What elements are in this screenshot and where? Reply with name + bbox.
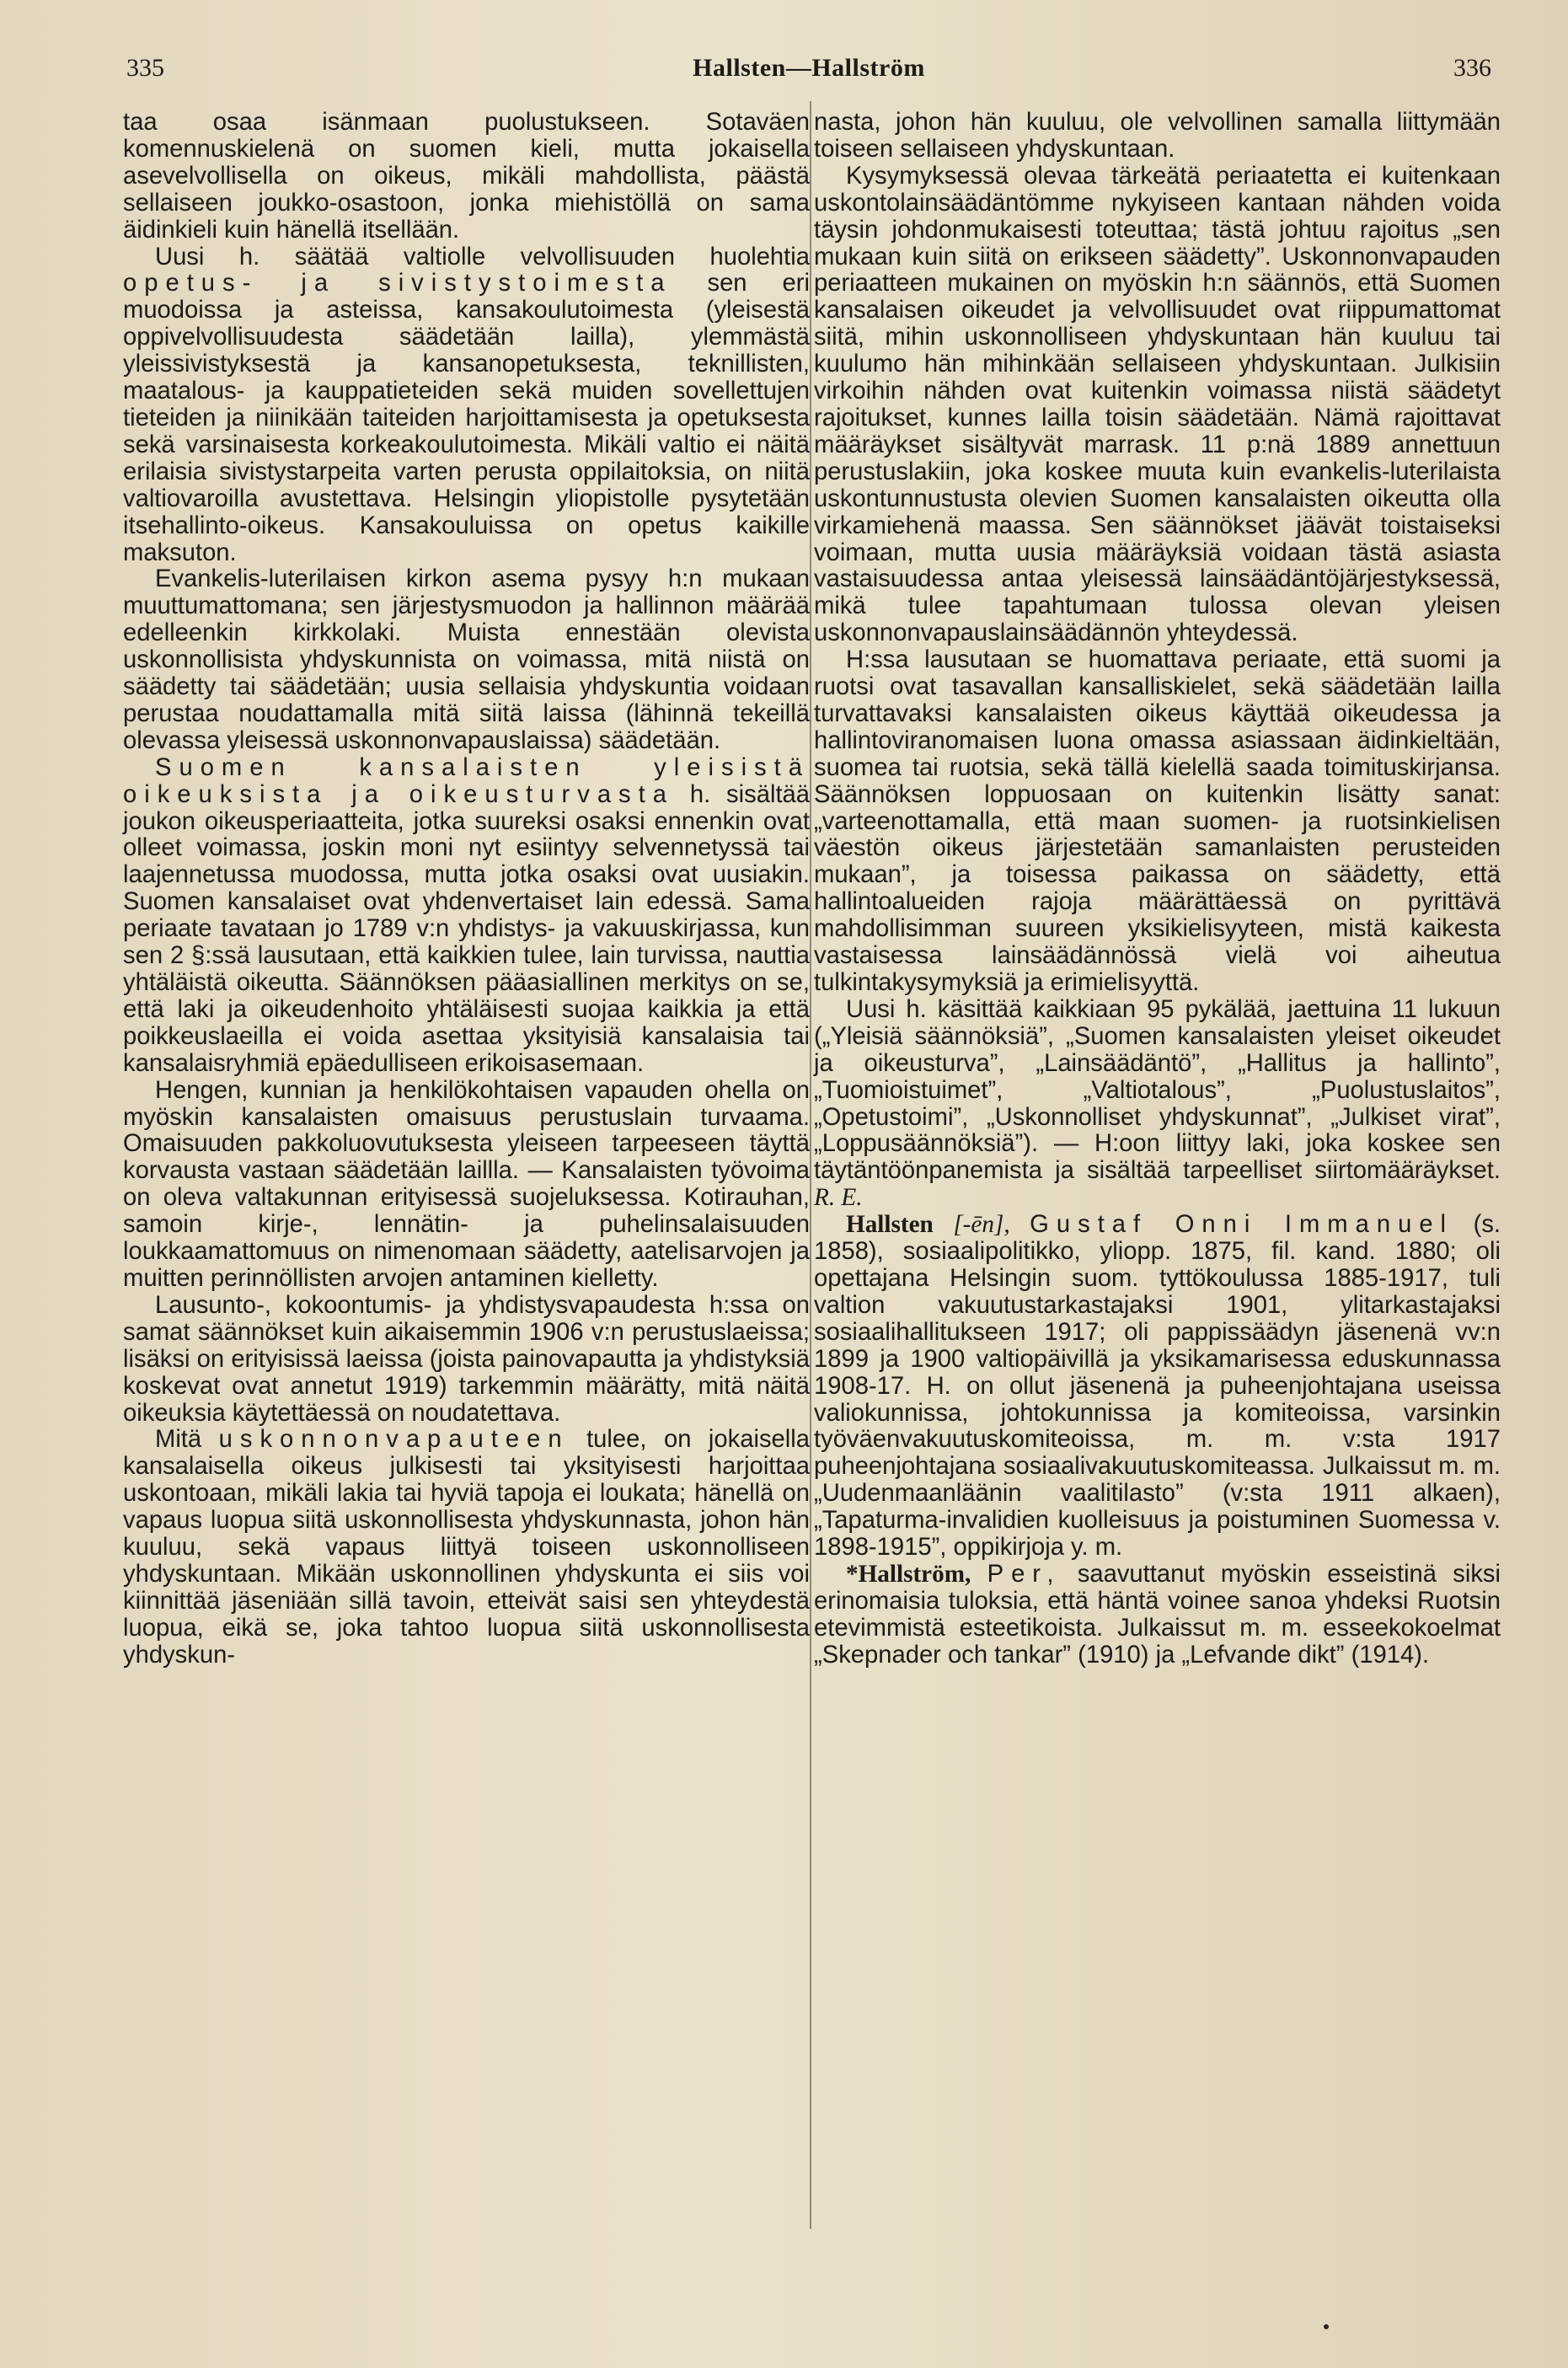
paragraph: H:ssa lausutaan se huomattava periaate, että suomi ja ruotsi ovat tasavallan kansalliskielet, sekä säädetään lailla turvattavaksi kansalaisten oikeus käyttää oikeudessa ja hallintoviranomaisen luona omassa asiassaan äidinkieltään, suomea tai ruotsia, sekä tällä kielellä saada toimituskirjansa. Säännöksen loppuosaan on kuitenkin lisätty sanat: „varteenottamalla, että maan suomen- ja ruotsinkielisen väestön oikeus järjestetään samanlaisten perusteiden mukaan”, ja toisessa paikassa on säädetty, että hallintoalueiden rajoja määrättäessä on pyrittävä mahdollisimman suureen yksikielisyyteen, mistä kaikesta vastaisessa lainsäädännössä vielä voi aiheutua tulkintakysymyksiä ja erimielisyyttä. bbox=[814, 646, 1501, 996]
entry-headword: Hallsten bbox=[846, 1211, 934, 1239]
page-number-right: 336 bbox=[1453, 54, 1491, 82]
paragraph: Kysymyksessä olevaa tärkeätä periaatetta ei kuitenkaan uskontolainsäädäntömme nykyiseen kantaan nähden voida täysin johdonmukaisesti toteuttaa; tästä johtuu rajoitus „sen mukaan kuin siitä on erikseen säädetty”. Uskonnonvapauden periaatteen mukainen on myöskin h:n säännös, että Suomen kansalaisen oikeudet ja velvollisuudet ovat riippumattomat siitä, mihin uskonnolliseen yhdyskuntaan hän kuuluu tai kuulumo hän mihinkään sellaiseen yhdyskuntaan. Julkisiin virkoihin nähden ovat kuitenkin voimassa niistä säädetyt rajoitukset, kunnes lailla toisin säädetään. Nämä rajoittavat määräykset sisältyvät marrask. 11 p:nä 1889 annettuun perustuslakiin, joka koskee muuta kuin evankelis-luterilaista uskontunnustusta olevien Suomen kansalaisten oikeutta olla virkamiehenä maassa. Sen säännökset jäävät toistaiseksi voimaan, mutta uusia määräyksiä voidaan tästä asiasta vastaisuudessa antaa yleisessä lainsäädäntöjärjestyksessä, mikä tulee tapahtumaan tulossa olevan yleisen uskonnonvapauslainsäädännön yhteydessä. bbox=[814, 162, 1501, 647]
paragraph: Uusi h. säätää valtiolle velvollisuuden huolehtia opetus- ja sivistystoimesta sen eri muodoissa ja asteissa, kansakoulutoimesta (yleisestä oppivelvollisuudesta säädetään lailla), ylemmästä yleissivistyksestä ja kansanopetuksesta, teknillisten, maatalous- ja kauppatieteiden sekä muiden sovellettujen tieteiden ja niinikään taiteiden harjoittamisesta ja opetuksesta sekä varsinaisesta korkeakoulutoimesta. Mikäli valtio ei näitä erilaisia sivistystarpeita varten perusta oppilaitoksia, on niitä valtiovaroilla avustettava. Helsingin yliopistolle pysytetään itsehallinto-oikeus. Kansakouluissa on opetus kaikille maksuton. bbox=[123, 243, 810, 566]
spaced-emphasis: opetus- ja sivistystoimesta bbox=[123, 270, 672, 297]
pronunciation: [-ēn], bbox=[953, 1211, 1010, 1239]
spaced-emphasis: Per, bbox=[987, 1560, 1062, 1588]
right-column bbox=[814, 110, 1501, 1669]
entry-hallstrom: *Hallström, Per, saavuttanut myöskin esseistinä siksi erinomaisia tuloksia, että häntä voinee sanoa yhdeksi Ruotsin etevimmistä esteetikoista. Julkaissut m. m. esseekokoelmat „Skepnader och tankar” (1910) ja „Lefvande dikt” (1914). bbox=[814, 1560, 1501, 1669]
paragraph: Uusi h. käsittää kaikkiaan 95 pykälää, jaettuina 11 lukuun („Yleisiä säännöksiä”, „Suomen kansalaisten yleiset oikeudet ja oikeusturva”, „Lainsäädäntö”, „Hallitus ja hallinto”, „Tuomioistuimet”, „Valtiotalous”, „Puolustuslaitos”, „Opetustoimi”, „Uskonnolliset yhdyskunnat”, „Julkiset virat”, „Loppusäännöksiä”). — H:oon liittyy laki, joka koskee sen täytäntöönpanemista ja sisältää tarpeelliset siirtomääräykset. R. E. bbox=[814, 995, 1501, 1212]
running-title: Hallsten—Hallström bbox=[693, 54, 925, 82]
column-divider bbox=[810, 101, 811, 2229]
paragraph: Hengen, kunnian ja henkilökohtaisen vapauden ohella on myöskin kansalaisten omaisuus perustuslain turvaama. Omaisuuden pakkoluovutuksesta yleiseen tarpeeseen täyttä korvausta vastaan säädetään laillla. — Kansalaisten työvoima on oleva valtakunnan erityisessä suojeluksessa. Kotirauhan, samoin kirje-, lennätin- ja puhelinsalaisuuden loukkaamattomuus on nimenomaan säädetty, aatelisarvojen ja muitten perinnöllisten arvojen antaminen kielletty. bbox=[123, 1076, 810, 1292]
spaced-emphasis: uskonnonvapauteen bbox=[218, 1426, 570, 1454]
entry-hallsten: Hallsten [-ēn], Gustaf Onni Immanuel (s. 1858), sosiaalipolitikko, yliopp. 1875, fil. kand. 1880; oli opettajana Helsingin suom. tyttökoulussa 1885-1917, tuli valtion vakuutustarkastajaksi 1901, ylitarkastajaksi sosiaalihallitukseen 1917; oli pappissäädyn jäsenenä vv:n 1899 ja 1900 valtiopäivillä ja yksikamarisessa eduskunnassa 1908-17. H. on ollut jäsenenä ja puheenjohtajana useissa valiokunnissa, johtokunnissa ja komiteoissa, varsinkin työväenvakuutuskomiteoissa, m. m. v:sta 1917 puheenjohtajana sosiaalivakuutuskomiteassa. Julkaissut m. m. „Uudenmaanläänin vaalitilasto” (v:sta 1911 alkaen), „Tapaturma-invalidien kuolleisuus ja poistuminen Suomessa v. 1898-1915”, oppikirjoja y. m. bbox=[814, 1211, 1501, 1562]
page-header bbox=[126, 54, 1491, 96]
paragraph: Mitä uskonnonvapauteen tulee, on jokaisella kansalaisella oikeus julkisesti tai yksityisesti harjoittaa uskontoaan, mikäli lakia tai hyviä tapoja ei loukata; hänellä on vapaus luopua siitä uskonnollisesta yhdyskunnasta, johon hän kuuluu, sekä vapaus liittyä toiseen uskonnolliseen yhdyskuntaan. Mikään uskonnollinen yhdyskunta ei siis voi kiinnittää jäseniään sillä tavoin, etteivät saisi sen yhteydestä luopua, eikä se, joka tahtoo luopua siitä uskonnollisesta yhdyskun- bbox=[123, 1426, 810, 1669]
paragraph: Evankelis-luterilaisen kirkon asema pysyy h:n mukaan muuttumattomana; sen järjestysmuodon ja hallinnon määrää edelleenkin kirkkolaki. Muista ennestään olevista uskonnollisista yhdyskunnista on voimassa, mitä niistä on säädetty tai säädetään; uusia sellaisia yhdyskuntia voidaan perustaa noudattamalla mitä siitä laissa (lähinnä tekeillä olevassa yleisessä uskonnonvapauslaissa) säädetään. bbox=[123, 565, 810, 754]
spaced-emphasis: Gustaf Onni Immanuel bbox=[1030, 1211, 1454, 1239]
author-signature: R. E. bbox=[814, 1184, 863, 1212]
entry-headword: *Hallström, bbox=[846, 1560, 971, 1588]
paragraph: taa osaa isänmaan puolustukseen. Sotaväen komennuskielenä on suomen kieli, mutta jokaisella asevelvollisella on oikeus, mikäli mahdollista, päästä sellaiseen joukko-osastoon, jonka miehistöllä on sama äidinkieli kuin hänellä itsellään. bbox=[123, 109, 810, 244]
left-column bbox=[123, 110, 810, 1669]
paragraph: nasta, johon hän kuuluu, ole velvollinen samalla liittymään toiseen sellaiseen yhdyskuntaan. bbox=[814, 109, 1501, 163]
ink-speck bbox=[1324, 2324, 1329, 2329]
paragraph: Lausunto-, kokoontumis- ja yhdistysvapaudesta h:ssa on samat säännökset kuin aikaisemmin 1906 v:n perustuslaeissa; lisäksi on erityisissä laeissa (joista painovapautta ja yhdistyksiä koskevat ovat annetut 1919) tarkemmin määrätty, mitä näitä oikeuksia käytettäessä on noudatettava. bbox=[123, 1291, 810, 1427]
page-number-left: 335 bbox=[126, 54, 164, 82]
paragraph: Suomen kansalaisten yleisistä oikeuksista ja oikeusturvasta h. sisältää joukon oikeusperiaatteita, jotka suureksi osaksi ennenkin ovat olleet voimassa, joskin moni nyt esiintyy selvennetyssä tai laajennetussa muodossa, mutta jotka osaksi ovat uusiakin. Suomen kansalaiset ovat yhdenvertaiset lain edessä. Sama periaate tavataan jo 1789 v:n yhdistys- ja vakuuskirjassa, kun sen 2 §:ssä lausutaan, että kaikkien tulee, lain turvissa, nauttia yhtäläistä oikeutta. Säännöksen pääasiallinen merkitys on se, että laki ja oikeudenhoito yhtäläisesti suojaa kaikkia ja että poikkeuslaeilla ei voida asettaa yksityisiä kansalaisia tai kansalaisryhmiä epäedulliseen erikoisasemaan. bbox=[123, 753, 811, 1077]
spaced-emphasis: Suomen kansalaisten yleisistä oikeuksista ja oikeusturvasta bbox=[123, 753, 810, 808]
